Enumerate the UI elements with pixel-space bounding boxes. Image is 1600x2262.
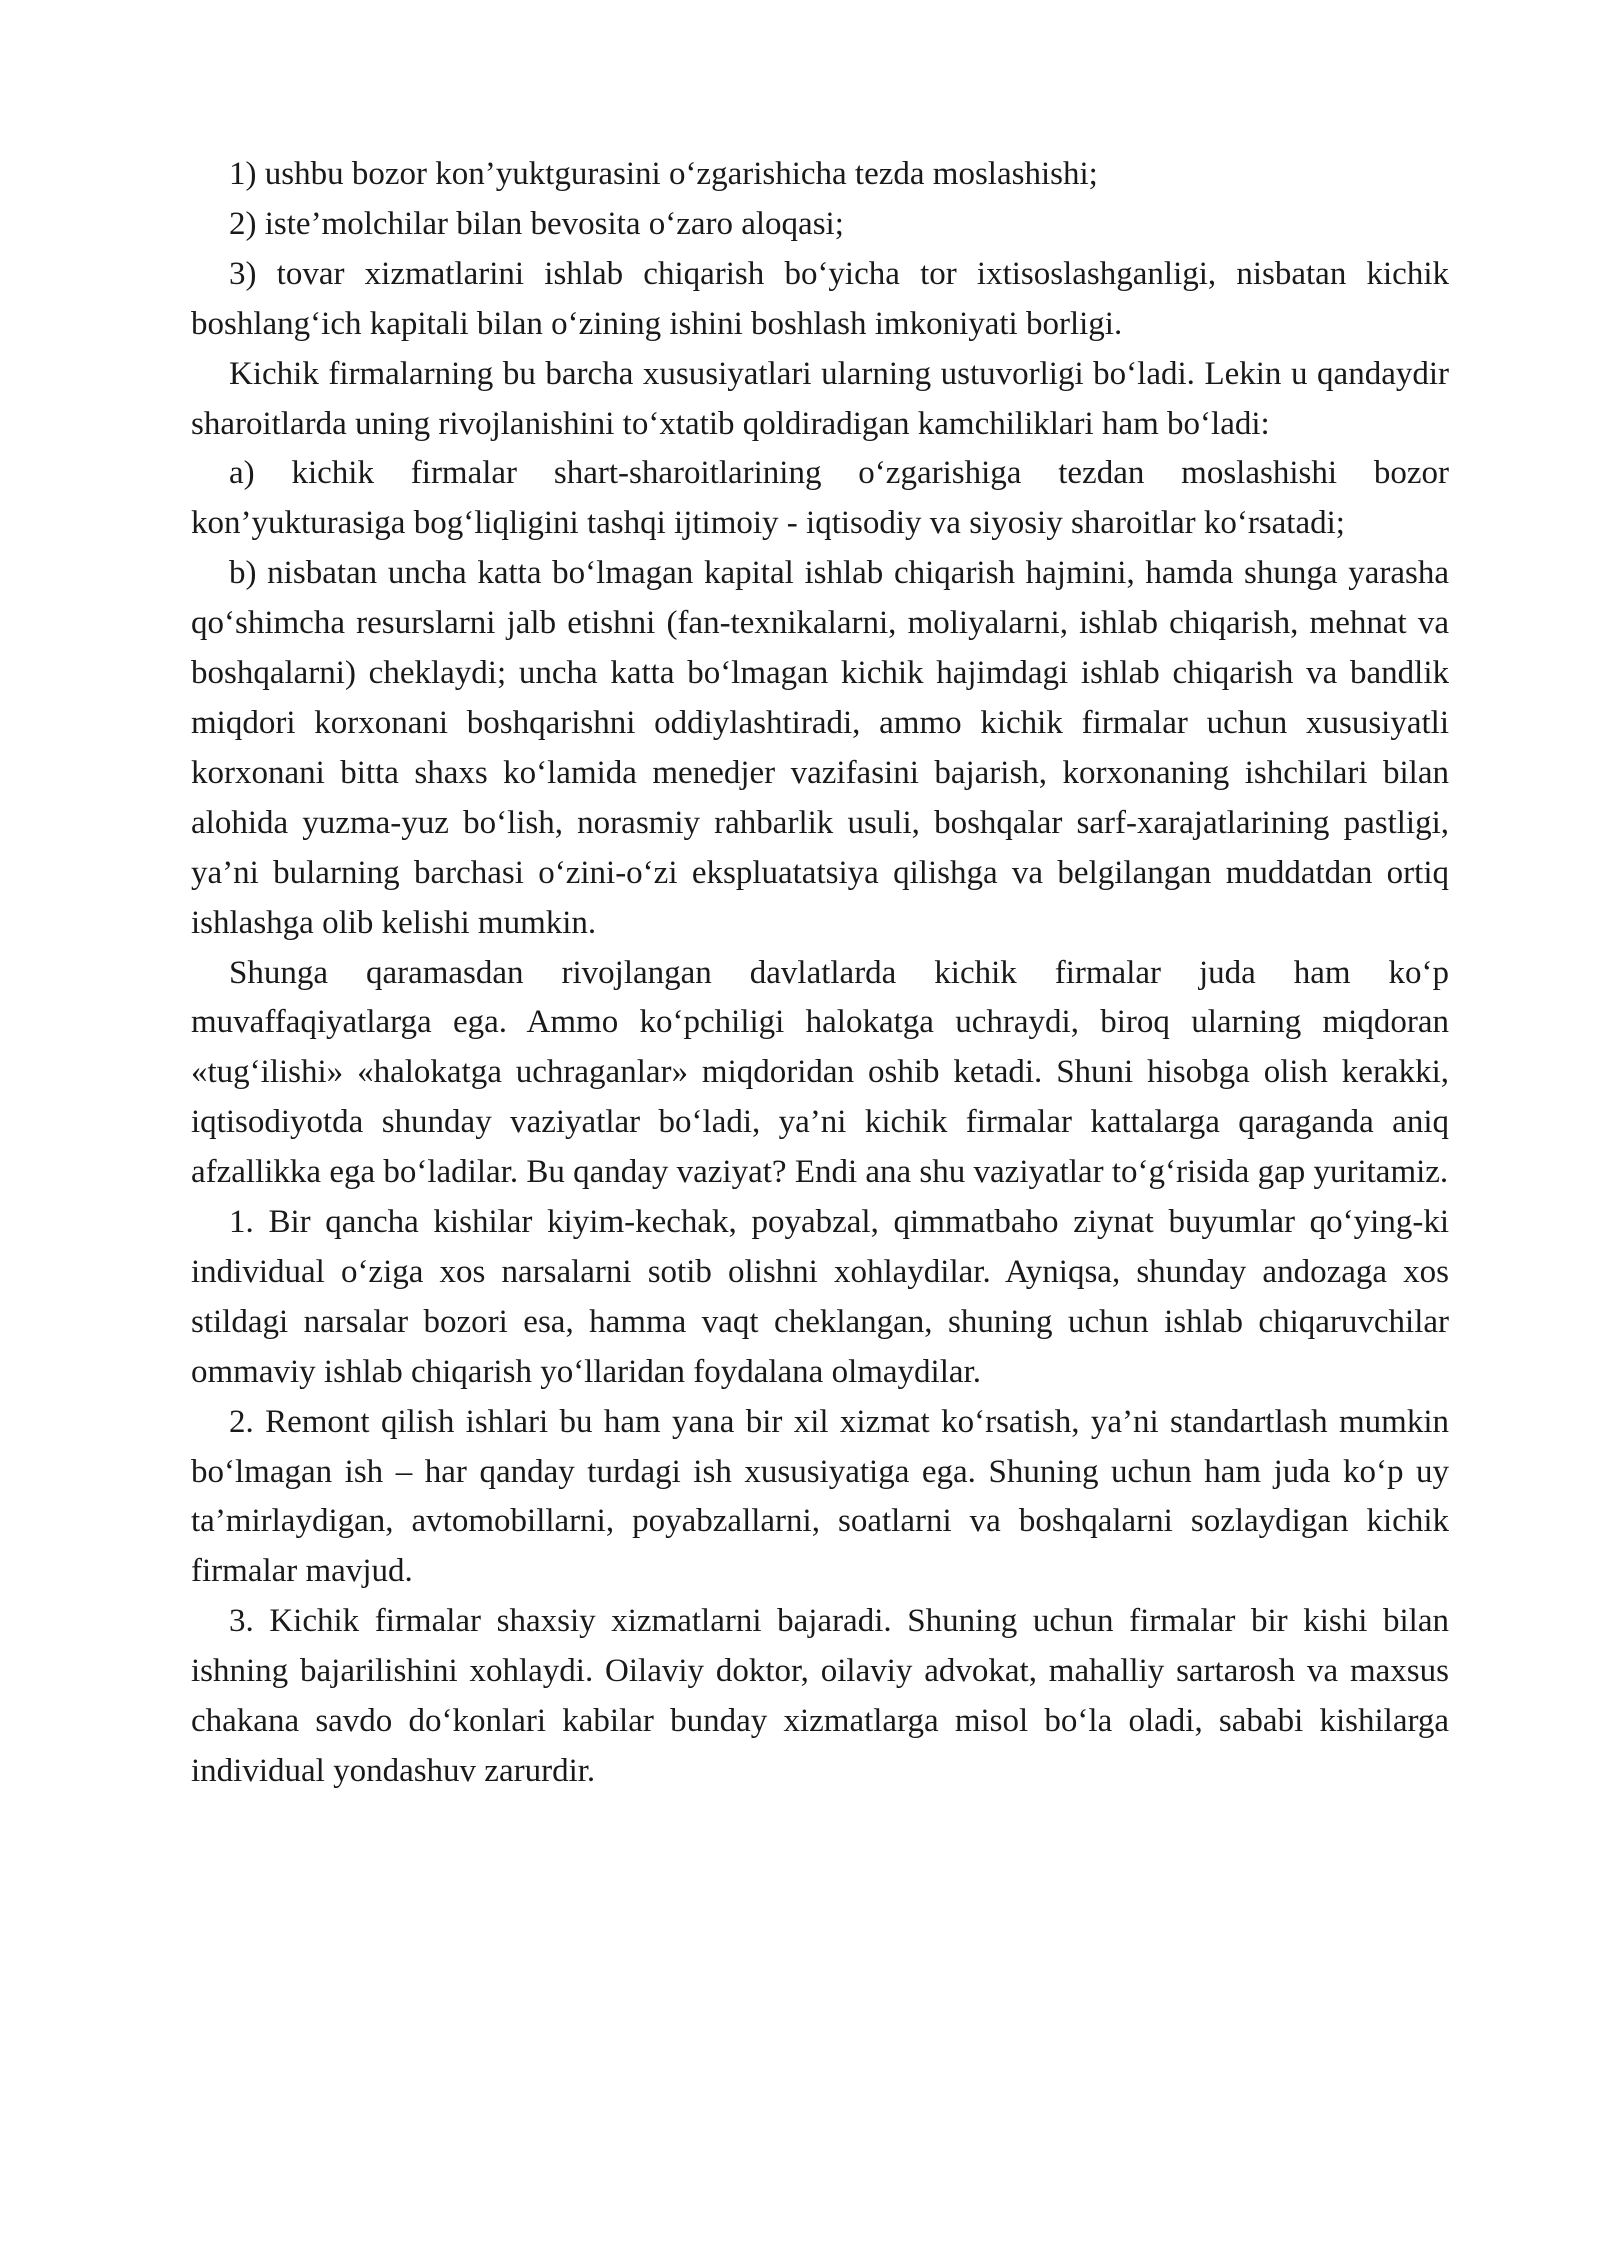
paragraph-2: 2) iste’molchilar bilan bevosita o‘zaro aloqasi;	[229, 205, 844, 242]
paragraph-4: Kichik firmalarning bu barcha xususiyatlari ularning ustuvorligi bo‘ladi. Lekin u qandaydir sharoitlarda uning rivojlanishini to‘xtatib qoldiradigan kamchiliklari ham bo‘ladi:	[191, 355, 1449, 442]
paragraph-6: b) nisbatan uncha katta bo‘lmagan kapital ishlab chiqarish hajmini, hamda shunga yarasha qo‘shimcha resurslarni jalb etishni (fan-texnikalarni, moliyalarni, ishlab chiqarish, mehnat va boshqalarni) cheklaydi; uncha katta bo‘lmagan kichik hajimdagi ishlab chiqarish va bandlik miqdori korxonani boshqarishni oddiylashtiradi, ammo kichik firmalar uchun xususiyatli korxonani bitta shaxs ko‘lamida menedjer vazifasini bajarish, korxonaning ishchilari bilan alohida yuzma-yuz bo‘lish, norasmiy rahbarlik usuli, boshqalar sarf-xarajatlarining pastligi, ya’ni bularning barchasi o‘zini-o‘zi ekspluatatsiya qilishga va belgilangan muddatdan ortiq ishlashga olib kelishi mumkin.	[191, 555, 1449, 941]
paragraph-1: 1) ushbu bozor kon’yuktgurasini o‘zgarishicha tezda moslashishi;	[229, 156, 1098, 192]
paragraph-9: 2. Remont qilish ishlari bu ham yana bir xil xizmat ko‘rsatish, ya’ni standartlash mumkin bo‘lmagan ish – har qanday turdagi ish xususiyatiga ega. Shuning uchun ham juda ko‘p uy ta’mirlaydigan, avtomobillarni, poyabzallarni, soatlarni va boshqalarni sozlaydigan kichik firmalar mavjud.	[191, 1403, 1449, 1590]
document-page	[191, 150, 1449, 1797]
paragraph-7: Shunga qaramasdan rivojlangan davlatlarda kichik firmalar juda ham ko‘p muvaffaqiyatlarga ega. Ammo ko‘pchiligi halokatga uchraydi, biroq ularning miqdoran «tug‘ilishi» «halokatga uchraganlar» miqdoridan oshib ketadi. Shuni hisobga olish kerakki, iqtisodiyotda shunday vaziyatlar bo‘ladi, ya’ni kichik firmalar kattalarga qaraganda aniq afzallikka ega bo‘ladilar. Bu qanday vaziyat? Endi ana shu vaziyatlar to‘g‘risida gap yuritamiz.	[191, 954, 1449, 1191]
paragraph-5: a) kichik firmalar shart-sharoitlarining o‘zgarishiga tezdan moslashishi bozor kon’yukturasiga bog‘liqligini tashqi ijtimoiy - iqtisodiy va siyosiy sharoitlar ko‘rsatadi;	[191, 455, 1449, 542]
paragraph-10: 3. Kichik firmalar shaxsiy xizmatlarni bajaradi. Shuning uchun firmalar bir kishi bilan ishning bajarilishini xohlaydi. Oilaviy doktor, oilaviy advokat, mahalliy sartarosh va maxsus chakana savdo do‘konlari kabilar bunday xizmatlarga misol bo‘la oladi, sababi kishilarga individual yondashuv zarurdir.	[191, 1603, 1449, 1789]
paragraph-8: 1. Bir qancha kishilar kiyim-kechak, poyabzal, qimmatbaho ziynat buyumlar qo‘ying-ki individual o‘ziga xos narsalarni sotib olishni xohlaydilar. Ayniqsa, shunday andozaga xos stildagi narsalar bozori esa, hamma vaqt cheklangan, shuning uchun ishlab chiqaruvchilar ommaviy ishlab chiqarish yo‘llaridan foydalana olmaydilar.	[191, 1204, 1449, 1390]
paragraph-3: 3) tovar xizmatlarini ishlab chiqarish bo‘yicha tor ixtisoslashganligi, nisbatan kichik boshlang‘ich kapitali bilan o‘zining ishini boshlash imkoniyati borligi.	[191, 255, 1449, 342]
